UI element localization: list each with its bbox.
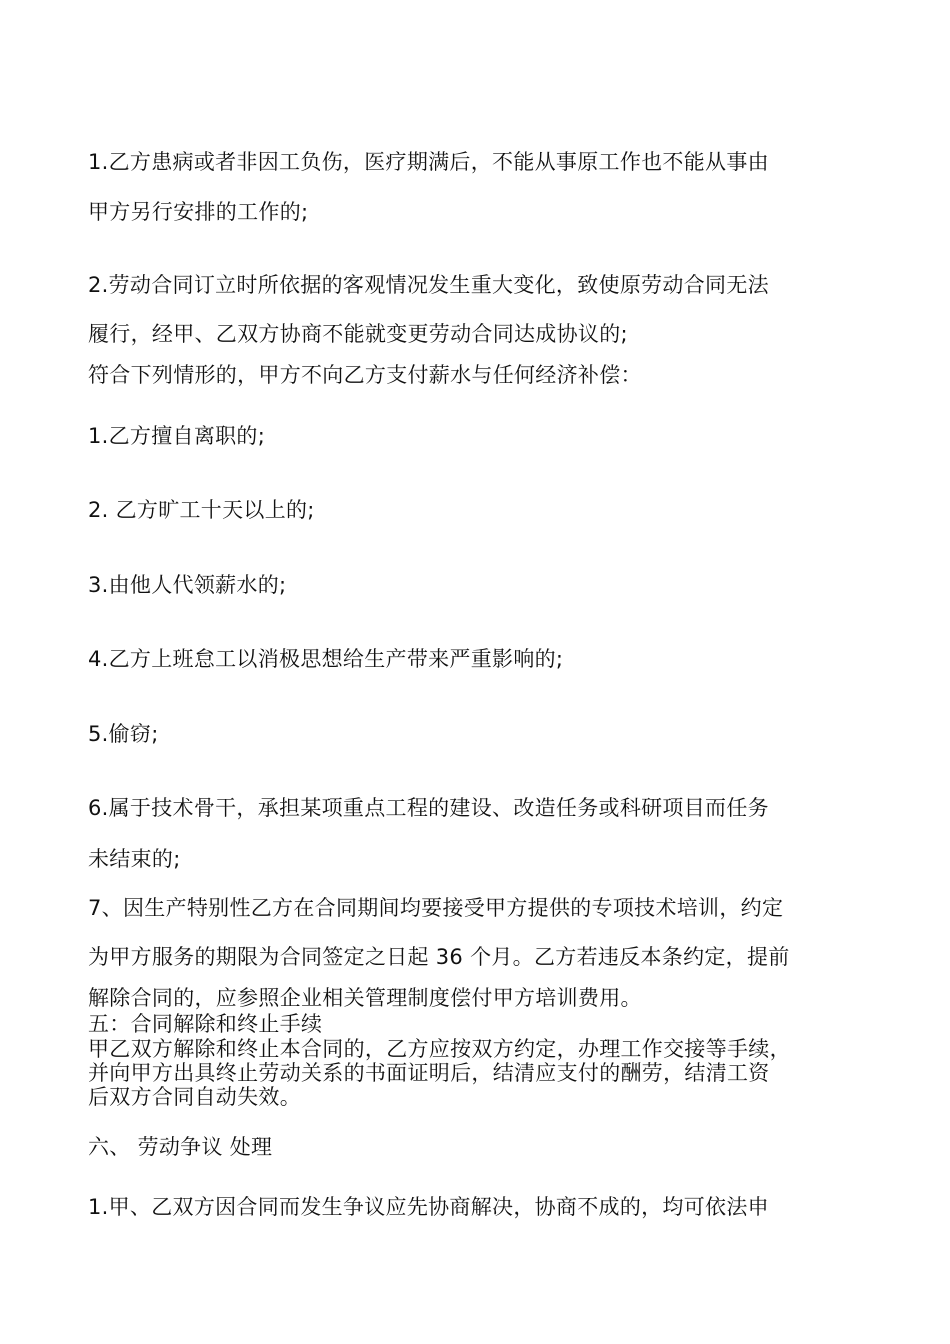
- text-line: 2. 乙方旷工十天以上的;: [88, 498, 315, 522]
- text-line: 解除合同的，应参照企业相关管理制度偿付甲方培训费用。: [88, 986, 642, 1010]
- text-line: 5.偷窃;: [88, 722, 159, 746]
- text-line: 1.甲、乙双方因合同而发生争议应先协商解决，协商不成的，均可依法申: [88, 1195, 769, 1219]
- text-line: 符合下列情形的，甲方不向乙方支付薪水与任何经济补偿：: [88, 363, 642, 387]
- text-line: 为甲方服务的期限为合同签定之日起 36 个月。乙方若违反本条约定，提前: [88, 945, 790, 969]
- text-line: 并向甲方出具终止劳动关系的书面证明后，结清应支付的酬劳，结清工资: [88, 1061, 770, 1085]
- text-line: 2.劳动合同订立时所依据的客观情况发生重大变化，致使原劳动合同无法: [88, 273, 769, 297]
- text-line: 甲方另行安排的工作的;: [88, 200, 309, 224]
- text-line: 后双方合同自动失效。: [88, 1085, 301, 1109]
- text-line: 1.乙方患病或者非因工负伤，医疗期满后，不能从事原工作也不能从事由: [88, 150, 769, 174]
- text-line: 履行，经甲、乙双方协商不能就变更劳动合同达成协议的;: [88, 322, 628, 346]
- section-heading: 六、 劳动争议 处理: [88, 1135, 273, 1159]
- text-line: 1.乙方擅自离职的;: [88, 424, 266, 448]
- text-line: 4.乙方上班怠工以消极思想给生产带来严重影响的;: [88, 647, 564, 671]
- text-line: 6.属于技术骨干，承担某项重点工程的建设、改造任务或科研项目而任务: [88, 796, 769, 820]
- section-heading: 五：合同解除和终止手续: [88, 1012, 323, 1036]
- text-line: 未结束的;: [88, 847, 181, 871]
- text-line: 7、因生产特别性乙方在合同期间均要接受甲方提供的专项技术培训，约定: [88, 896, 784, 920]
- text-line: 3.由他人代领薪水的;: [88, 573, 287, 597]
- text-line: 甲乙双方解除和终止本合同的，乙方应按双方约定，办理工作交接等手续，: [88, 1037, 791, 1061]
